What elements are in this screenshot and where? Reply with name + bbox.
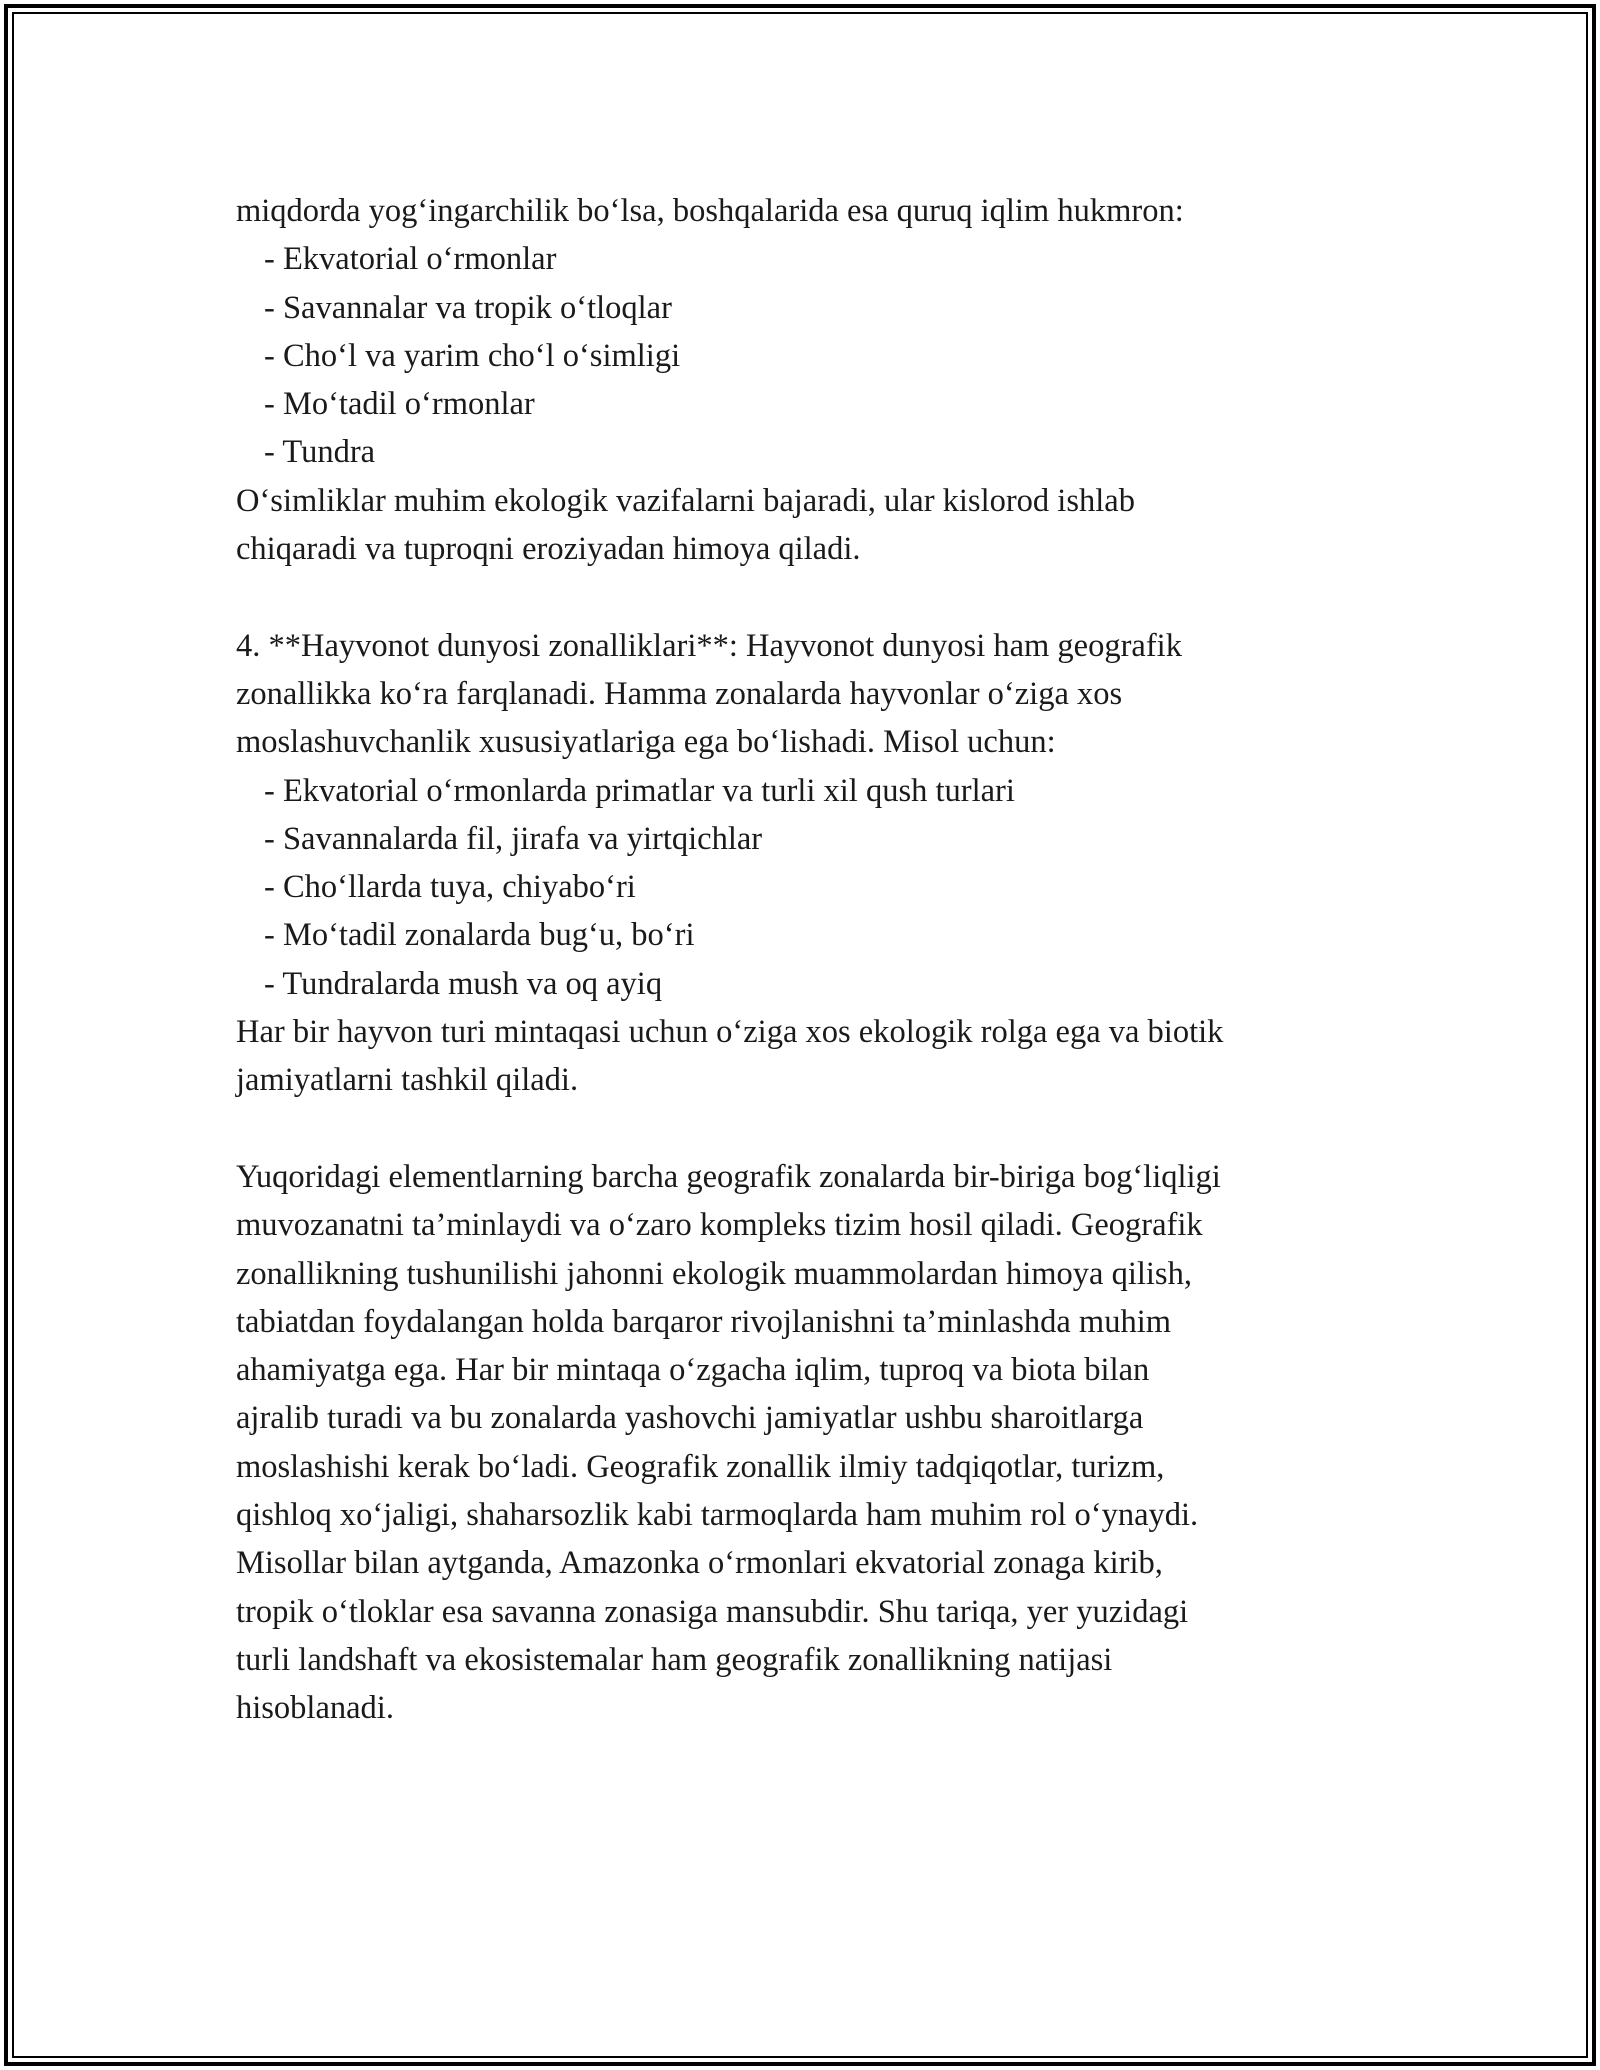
- list-item: - Mo‘tadil o‘rmonlar: [264, 386, 535, 423]
- plants-intro-line: miqdorda yog‘ingarchilik bo‘lsa, boshqalarida esa quruq iqlim hukmron:: [236, 193, 1184, 229]
- animals-section: [236, 622, 1406, 1105]
- list-item: - Cho‘l va yarim cho‘l o‘simligi: [264, 337, 681, 374]
- closing-line: hisoblanadi.: [236, 1690, 394, 1727]
- closing-line: zonallikning tushunilishi jahonni ekologik muammolardan himoya qilish,: [236, 1255, 1192, 1292]
- closing-paragraph: [236, 1153, 1406, 1733]
- list-item: - Cho‘llarda tuya, chiyabo‘ri: [264, 869, 636, 906]
- document-body: [236, 187, 1406, 1733]
- animals-conclusion-line: Har bir hayvon turi mintaqasi uchun o‘ziga xos ekologik rolga ega va biotik: [236, 1014, 1224, 1051]
- animals-intro-line: 4. **Hayvonot dunyosi zonalliklari**: Hayvonot dunyosi ham geografik: [236, 627, 1182, 664]
- closing-line: Yuqoridagi elementlarning barcha geografik zonalarda bir-biriga bog‘liqligi: [236, 1158, 1221, 1195]
- closing-line: ahamiyatga ega. Har bir mintaqa o‘zgacha iqlim, tuproq va biota bilan: [236, 1352, 1150, 1389]
- paragraph-spacer: [236, 573, 1406, 621]
- plants-conclusion-line: chiqaradi va tuproqni eroziyadan himoya qiladi.: [236, 531, 861, 568]
- plants-list: [236, 235, 1406, 476]
- animals-intro-line: zonallikka ko‘ra farqlanadi. Hamma zonalarda hayvonlar o‘ziga xos: [236, 675, 1123, 712]
- list-item: - Savannalarda fil, jirafa va yirtqichlar: [264, 820, 763, 857]
- list-item: - Mo‘tadil zonalarda bug‘u, bo‘ri: [264, 917, 695, 954]
- plants-section: [236, 187, 1406, 573]
- animals-conclusion-line: jamiyatlarni tashkil qiladi.: [236, 1062, 579, 1099]
- closing-line: moslashishi kerak bo‘ladi. Geografik zonallik ilmiy tadqiqotlar, turizm,: [236, 1448, 1165, 1485]
- list-item: - Savannalar va tropik o‘tloqlar: [264, 289, 672, 326]
- closing-line: ajralib turadi va bu zonalarda yashovchi jamiyatlar ushbu sharoitlarga: [236, 1400, 1144, 1437]
- closing-line: muvozanatni ta’minlaydi va o‘zaro kompleks tizim hosil qiladi. Geografik: [236, 1207, 1203, 1244]
- animals-list: [236, 767, 1406, 1008]
- closing-line: tropik o‘tloklar esa savanna zonasiga mansubdir. Shu tariqa, yer yuzidagi: [236, 1593, 1189, 1630]
- list-item: - Ekvatorial o‘rmonlarda primatlar va turli xil qush turlari: [264, 772, 1015, 809]
- closing-line: turli landshaft va ekosistemalar ham geografik zonallikning natijasi: [236, 1641, 1113, 1678]
- closing-line: Misollar bilan aytganda, Amazonka o‘rmonlari ekvatorial zonaga kirib,: [236, 1545, 1163, 1582]
- paragraph-spacer: [236, 1105, 1406, 1153]
- plants-conclusion-line: O‘simliklar muhim ekologik vazifalarni bajaradi, ular kislorod ishlab: [236, 482, 1135, 519]
- list-item: - Ekvatorial o‘rmonlar: [264, 241, 557, 278]
- closing-line: qishloq xo‘jaligi, shaharsozlik kabi tarmoqlarda ham muhim rol o‘ynaydi.: [236, 1497, 1199, 1534]
- closing-line: tabiatdan foydalangan holda barqaror rivojlanishni ta’minlashda muhim: [236, 1303, 1172, 1340]
- list-item: - Tundra: [264, 434, 376, 471]
- animals-intro-line: moslashuvchanlik xususiyatlariga ega bo‘lishadi. Misol uchun:: [236, 724, 1056, 761]
- list-item: - Tundralarda mush va oq ayiq: [264, 965, 663, 1002]
